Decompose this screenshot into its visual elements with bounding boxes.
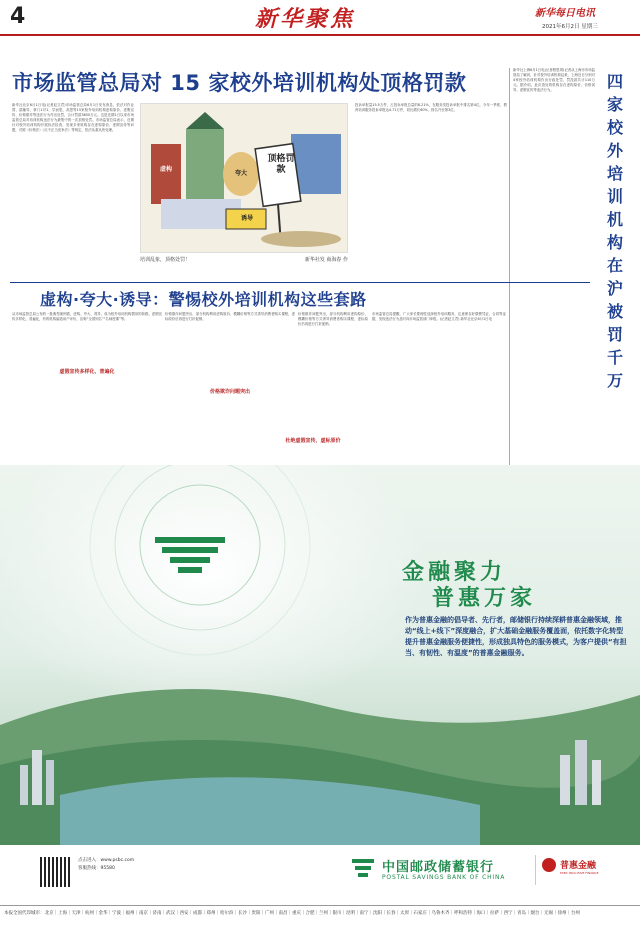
psbc-logo-mark <box>150 535 230 575</box>
subhead-2: 价格欺诈问题突出 <box>209 389 250 395</box>
ad-footer-bar <box>0 845 640 907</box>
cartoon-caption <box>140 256 348 263</box>
inclusive-finance-brand: 普惠金融 <box>560 861 597 871</box>
brand-divider <box>535 855 536 885</box>
bank-name-en: POSTAL SAVINGS BANK OF CHINA <box>382 874 506 881</box>
side-article-title: 四家校外培训机构在沪被罚千万 <box>606 72 623 390</box>
cartoon-house-label: 虚构 <box>159 166 172 173</box>
column-divider <box>509 68 510 473</box>
second-article-col1-text: 从市场监管总局公布的一批典型案例看，虚构、夸大、诱导，成为校外培训机构惯用的套路。虚假宣传多样化、普遍化，有的机构编造用户评价，宣称“全国知名”“名师授课”等。 <box>12 312 162 322</box>
ad-slogan-line2: 普惠万家 <box>432 585 537 611</box>
ad-contact-hotline: 客服热线：95580 <box>78 866 115 871</box>
newspaper-name: 新华每日电讯 <box>535 8 595 19</box>
second-article-col1 <box>12 312 162 452</box>
ad-contact-website[interactable]: 点击进入：www.psbc.com <box>78 858 135 863</box>
qr-code-icon[interactable] <box>40 857 70 887</box>
section-rule <box>10 282 590 283</box>
printing-cities-footer: 本报全国代印城市：北京｜上海｜天津｜杭州｜金华｜宁波｜福州｜南京｜济南｜武汉｜西安｜成都｜郑州｜哈尔滨｜长沙｜贵阳｜广州｜南昌｜重庆｜合肥｜兰州｜银川｜昆明｜南宁｜沈阳｜长春｜太原｜石家庄｜乌鲁木齐｜呼和浩特｜海口｜拉萨｜西宁｜青岛｜烟台｜无锡｜徐州｜台州 <box>4 911 580 916</box>
cartoon-illustration <box>140 103 348 253</box>
ad-contact <box>78 857 134 873</box>
cartoon-sign-lure: 诱导 <box>240 215 253 222</box>
psbc-advertisement <box>0 465 640 883</box>
psbc-small-logo-icon <box>350 857 376 883</box>
inclusive-finance-logo-icon <box>542 858 556 872</box>
inclusive-finance-brand-en: PSBC INCLUSIVE FINANCE <box>560 871 599 875</box>
cartoon-credit: 新华社发 商海春 作 <box>304 257 348 263</box>
subhead-1: 虚假宣传多样化、普遍化 <box>59 369 115 375</box>
section-title: 新华聚焦 <box>255 6 356 32</box>
footer-rule <box>0 905 640 906</box>
second-article-col2b: 价格欺诈问题突出，部分机构利用虚构原价、模糊价格等方式诱导消费者购买课程，虚标原价后再进行打折促销。 <box>298 312 368 327</box>
cartoon-caption-text: 培训乱象，顶格处罚！ <box>140 257 191 263</box>
second-headline: 虚构·夸大·诱导：警惕校外培训机构这些套路 <box>40 290 367 309</box>
page-number: 4 <box>10 4 26 29</box>
main-article-col2: 投诉举报量15.5万件，占投诉举报总量的8.21%，在服务类投诉举报中排名第4位。今年一季度，教育培训服务投诉举报达4.71万件，同比增长60%，排名升至第3位。 <box>355 103 507 113</box>
bank-name-cn: 中国邮政储蓄银行 <box>382 860 495 875</box>
side-article-body: 新华社上海6月1日电(记者程思琪)记者从上海市市场监管局了解到，针对校外培训机构乱象，上海近日分别对4家校外培训机构作出行政处罚，罚没款共计110万元。据介绍，此次查处的机构存在虚构原价、价格误导、虚假宣传等违法行为。 <box>513 68 595 93</box>
cartoon-bag-label: 夸大 <box>234 170 247 177</box>
page-header <box>0 0 640 36</box>
issue-date: 2021年6月2日 星期三 <box>542 24 598 30</box>
main-article-col1: 新华社北京6月1日电(记者赵文君)市场监管总局6月1日发布消息，依法对作业帮、猿辅导、掌门1对1、学而思、高思等15家校外培训机构虚构原价、虚假宣传、价格欺诈等违法行为作出处罚，合计罚款3650万元。这是近期1日以来市场监管总局对培训机构违法行为最集中的一次顶格处罚。市场监管总局表示，近期针对校外培训机构开展执法检查，发现多家机构存在虚构原价、虚假宣传等问题，对照《价格法》《反不正当竞争法》等规定，依法从重从快处理。 <box>12 103 134 133</box>
ad-body-text: 作为普惠金融的倡导者、先行者，邮储银行持续深耕普惠金融领域，推动“线上+线下”深度融合，扩大基础金融服务覆盖面，依托数字化转型提升普惠金融服务便捷性，形成独具特色的服务模式，为客户提供“有担当、有韧性、有温度”的普惠金融服务。 <box>405 616 627 657</box>
ad-slogan-line1: 金融聚力 <box>402 559 507 585</box>
second-article-col2: 价格欺诈问题突出，部分机构利用虚构原价、模糊价格等方式诱导消费者购买课程，虚标原价后再进行打折促销。 <box>165 312 295 322</box>
second-article-col3: 市场监管总局提醒，广大家长要理性选择校外培训服务，注意保存好缴费凭证、合同等证据，发现违法行为及时向市场监管部门举报。(记者赵文君) 新华社北京6月1日电 <box>372 312 506 322</box>
subhead-3: 杜绝虚假宣传、虚标原价 <box>285 438 341 444</box>
main-headline: 市场监管总局对 15 家校外培训机构处顶格罚款 <box>12 71 467 95</box>
cartoon-sign-fine: 顶格罚款 <box>267 154 295 175</box>
